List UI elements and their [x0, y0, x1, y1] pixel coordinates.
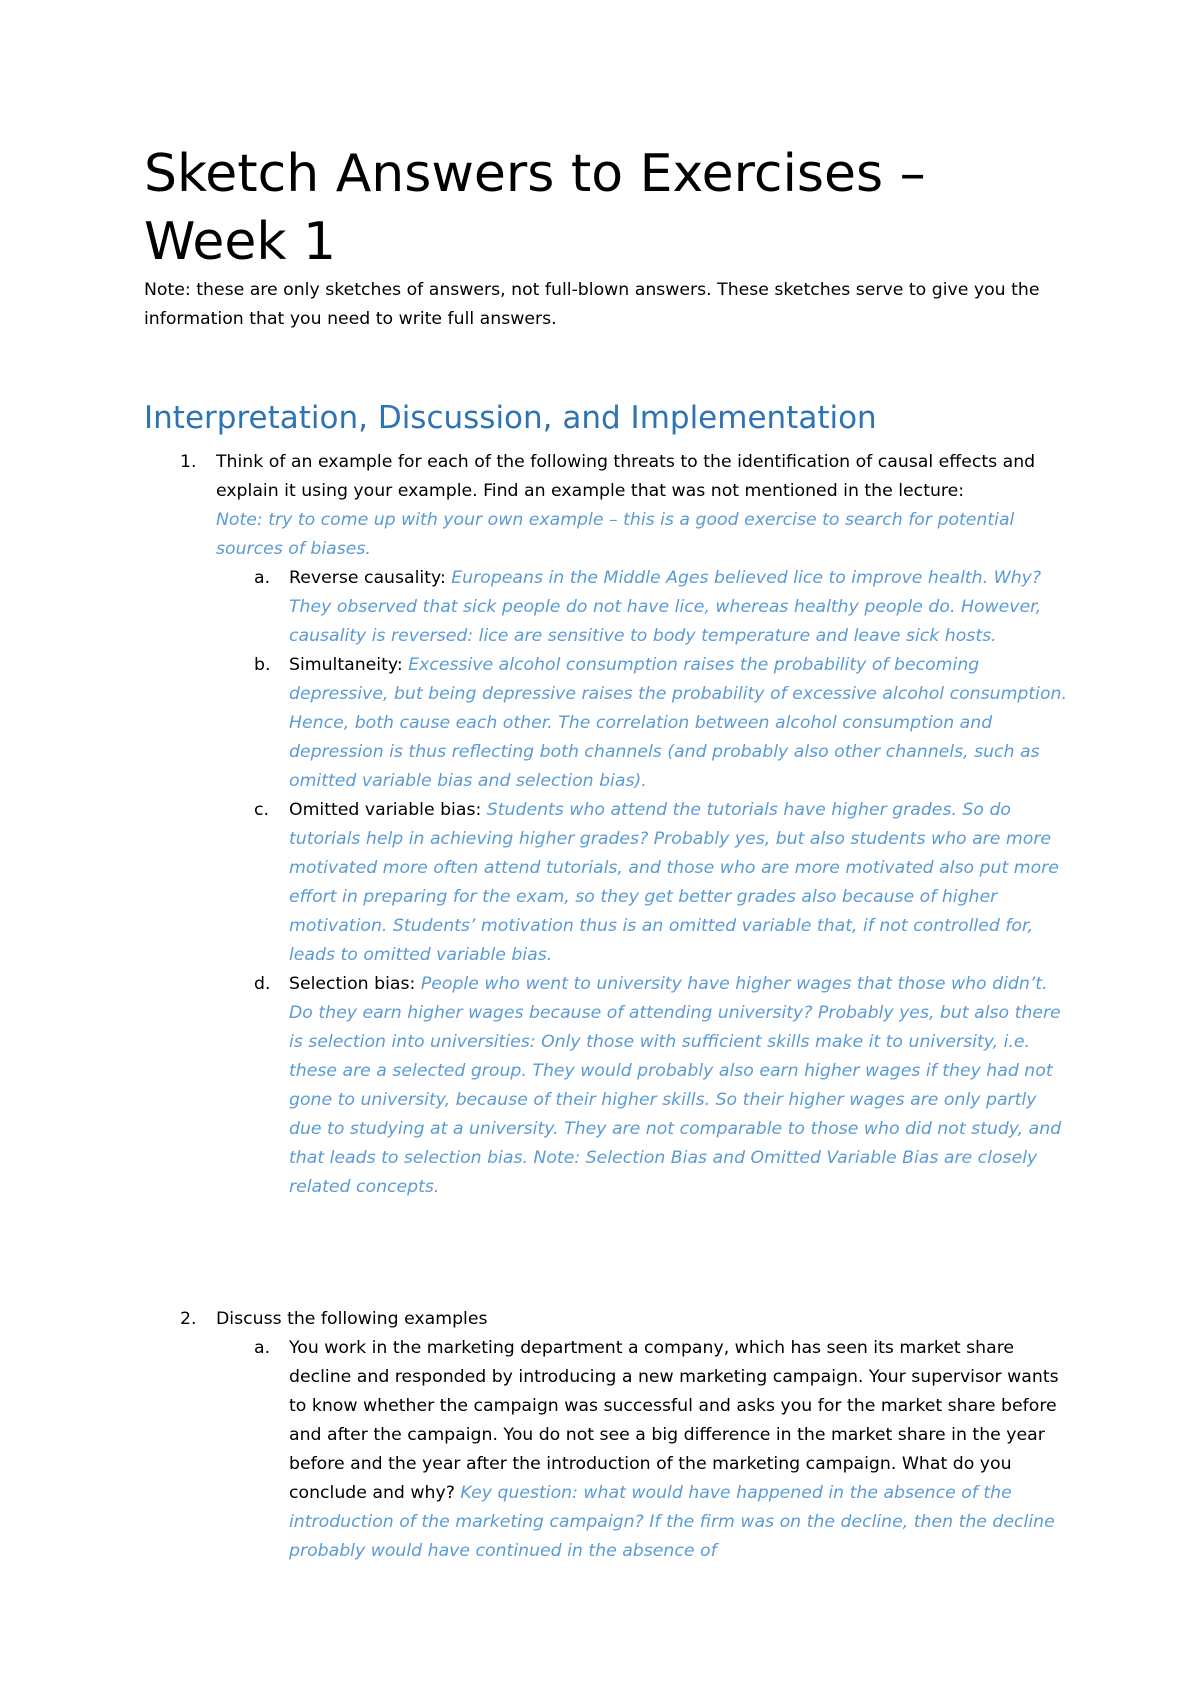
sub-question-label: Selection bias: [289, 974, 416, 994]
question-number: 2. [180, 1309, 197, 1329]
sub-question-answer: Key question: what would have happened in the absence of the introduction of the marketing campaign? If the firm was on the decline, then the decline probably would have continued in the absence of [289, 1483, 1055, 1561]
intro-note: Note: these are only sketches of answers, not full-blown answers. These sketches serve to give you the information that you need to write full answers. [144, 280, 1040, 329]
question-item [144, 448, 1074, 564]
sub-question-label: Reverse causality: [289, 568, 446, 588]
sub-question-answer: Students who attend the tutorials have higher grades. So do tutorials help in achieving higher grades? Probably yes, but also students who are more motivated more often attend tutorials, and those who are more motivated also put more effort in preparing for the exam, so they get better grades also because of higher motivation. Students’ motivation thus is an omitted variable that, if not controlled for, leads to omitted variable bias. [289, 800, 1059, 965]
sub-question-content [289, 1334, 1074, 1566]
sub-question-list [144, 1334, 1074, 1566]
sub-question-label: Omitted variable bias: [289, 800, 482, 820]
sub-question-c [144, 796, 1074, 970]
sub-question-answer: People who went to university have higher wages that those who didn’t. Do they earn higher wages because of attending university? Probably yes, but also there is selection into universities: Only those with sufficient skills make it to university, i.e. these are a selected group. They would probably also earn higher wages if they had not gone to university, because of their higher skills. So their higher wages are only partly due to studying at a university. They are not comparable to those who did not study, and that leads to selection bias. Note: Selection Bias and Omitted Variable Bias are closely related concepts. [289, 974, 1062, 1197]
sub-question-letter: a. [254, 568, 271, 588]
sub-question-letter: c. [254, 800, 269, 820]
question-prompt: Think of an example for each of the following threats to the identification of causal effects and explain it using your example. Find an example that was not mentioned in the lecture: [216, 452, 1036, 501]
sub-question-letter: a. [254, 1338, 271, 1358]
sub-question-a [144, 564, 1074, 651]
section-heading: Interpretation, Discussion, and Implementation [144, 400, 877, 436]
sub-question-d [144, 970, 1074, 1202]
page-title: Sketch Answers to Exercises – Week 1 [144, 144, 926, 272]
question-prompt: Discuss the following examples [216, 1309, 488, 1329]
sub-question-b [144, 651, 1074, 796]
sub-question-content [289, 564, 1074, 651]
sub-question-a [144, 1334, 1074, 1566]
sub-question-content [289, 651, 1074, 796]
sub-question-answer: Europeans in the Middle Ages believed lice to improve health. Why? They observed that sick people do not have lice, whereas healthy people do. However, causality is reversed: lice are sensitive to body temperature and leave sick hosts. [289, 568, 1042, 646]
question-number: 1. [180, 452, 197, 472]
sub-question-content [289, 796, 1074, 970]
sub-question-text: You work in the marketing department a company, which has seen its market share decline and responded by introducing a new marketing campaign. Your supervisor wants to know whether the campaign was successful and asks you for the market share before and after the campaign. You do not see a big difference in the market share in the year before and the year after the introduction of the marketing campaign. What do you conclude and why? [289, 1338, 1059, 1503]
question-note: Note: try to come up with your own example – this is a good exercise to search for potential sources of biases. [216, 510, 1015, 559]
sub-question-letter: d. [254, 974, 271, 994]
sub-question-content [289, 970, 1074, 1202]
sub-question-letter: b. [254, 655, 271, 675]
question-2-block [144, 1305, 1074, 1566]
sub-question-answer: Excessive alcohol consumption raises the probability of becoming depressive, but being depressive raises the probability of excessive alcohol consumption. Hence, both cause each other. The correlation between alcohol consumption and depression is thus reflecting both channels (and probably also other channels, such as omitted variable bias and selection bias). [289, 655, 1067, 791]
sub-question-list [144, 564, 1074, 1202]
question-1-block [144, 448, 1074, 1202]
question-item [144, 1305, 1074, 1334]
sub-question-label: Simultaneity: [289, 655, 403, 675]
